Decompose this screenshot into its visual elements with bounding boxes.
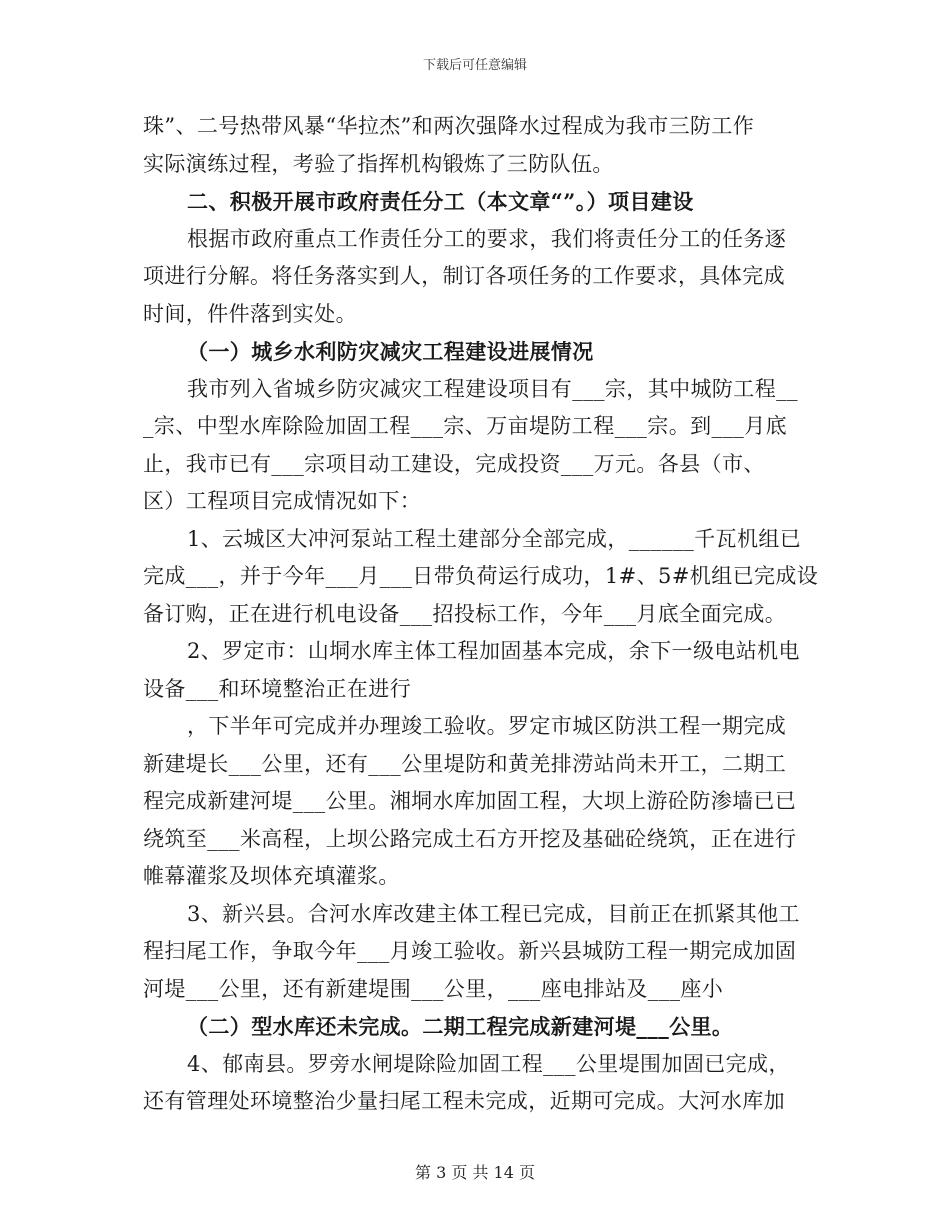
section-heading: 二、积极开展市政府责任分工（本文章“”。）项目建设 <box>187 189 694 214</box>
paragraph-line: 时间，件件落到实处。 <box>143 301 357 326</box>
page-number: 第 3 页 共 14 页 <box>415 1163 535 1182</box>
paragraph-line: 设备___和环境整治正在进行 <box>143 676 412 701</box>
paragraph-line: 区）工程项目完成情况如下： <box>143 489 422 513</box>
paragraph-line: 程完成新建河堤___公里。湘垌水库加固工程，大坝上游砼防渗墙已已 <box>143 789 797 813</box>
paragraph-line: 还有管理处环境整治少量扫尾工程未完成，近期可完成。大河水库加 <box>143 1089 785 1113</box>
paragraph-line: 根据市政府重点工作责任分工的要求，我们将责任分工的任务逐 <box>187 226 787 251</box>
paragraph-line: 实际演练过程，考验了指挥机构锻炼了三防队伍。 <box>143 151 614 176</box>
paragraph-line: 3、新兴县。合河水库改建主体工程已完成，目前正在抓紧其他工 <box>187 901 800 926</box>
paragraph-line: 帷幕灌浆及坝体充填灌浆。 <box>143 864 400 888</box>
paragraph-line: 程扫尾工作，争取今年___月竣工验收。新兴县城防工程一期完成加固 <box>143 939 797 963</box>
header-note: 下载后可任意编辑 <box>422 58 527 73</box>
paragraph-line: 完成___，并于今年___月___日带负荷运行成功，1#、5#机组已完成设 <box>143 564 819 588</box>
paragraph-line: 4、郁南县。罗旁水闸堤除险加固工程___公里堤围加固已完成， <box>187 1051 790 1076</box>
paragraph-line: 河堤___公里，还有新建堤围___公里，___座电排站及___座小 <box>143 976 724 1001</box>
paragraph-line: 1、云城区大冲河泵站工程土建部分全部完成，______千瓦机组已 <box>187 526 802 551</box>
paragraph-line: 我市列入省城乡防灾减灾工程建设项目有___宗，其中城防工程__ <box>187 376 798 401</box>
paragraph-line: 止，我市已有___宗项目动工建设，完成投资___万元。各县（市、 <box>143 451 765 476</box>
subsection-heading: （一）城乡水利防灾减灾工程建设进展情况 <box>187 339 594 364</box>
paragraph-line: 备订购，正在进行机电设备___招投标工作，今年___月底全面完成。 <box>143 601 787 626</box>
paragraph-line: 2、罗定市：山垌水库主体工程加固基本完成，余下一级电站机电 <box>187 639 800 663</box>
paragraph-line: ，下半年可完成并办理竣工验收。罗定市城区防洪工程一期完成 <box>187 714 787 738</box>
paragraph-line: 绕筑至___米高程，上坝公路完成土石方开挖及基础砼绕筑，正在进行 <box>143 826 797 851</box>
paragraph-line: _宗、中型水库除险加固工程___宗、万亩堤防工程___宗。到___月底 <box>143 414 787 438</box>
paragraph-line: 新建堤长___公里，还有___公里堤防和黄羌排涝站尚未开工，二期工 <box>143 751 787 776</box>
paragraph-line: 珠”、二号热带风暴“华拉杰”和两次强降水过程成为我市三防工作 <box>143 114 755 138</box>
paragraph-line: 项进行分解。将任务落实到人，制订各项任务的工作要求，具体完成 <box>143 264 785 288</box>
document-body <box>143 108 819 1121</box>
subsection-heading: （二）型水库还未完成。二期工程完成新建河堤___公里。 <box>187 1014 734 1039</box>
